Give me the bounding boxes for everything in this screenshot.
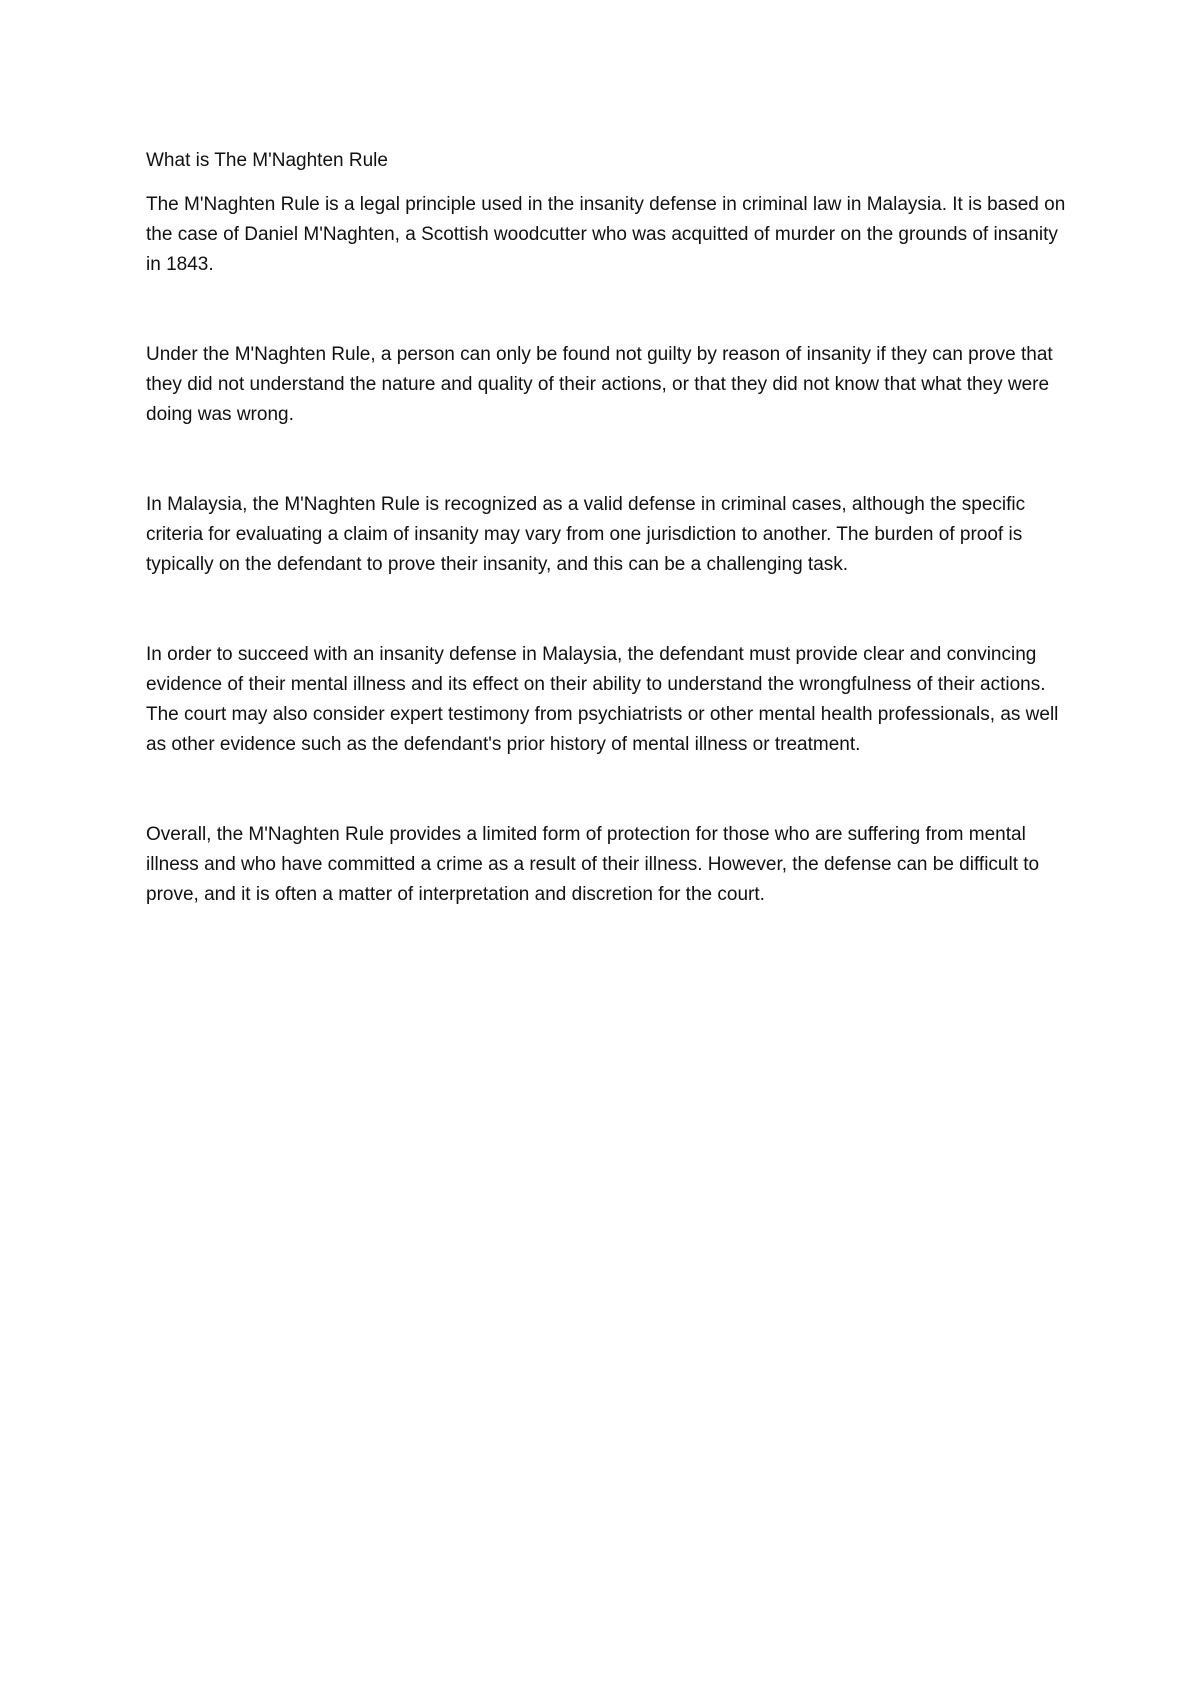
document-body: [146, 146, 1066, 910]
paragraph-malaysia: In Malaysia, the M'Naghten Rule is recognized as a valid defense in criminal cases, although the specific criteria for evaluating a claim of insanity may vary from one jurisdiction to another. The burden of proof is typically on the defendant to prove their insanity, and this can be a challenging task.: [146, 494, 1026, 575]
paragraph-test: Under the M'Naghten Rule, a person can only be found not guilty by reason of insanity if they can prove that they did not understand the nature and quality of their actions, or that they did not know that what they were doing was wrong.: [146, 344, 1053, 425]
paragraph-overall: Overall, the M'Naghten Rule provides a limited form of protection for those who are suffering from mental illness and who have committed a crime as a result of their illness. However, the defense can be difficult to prove, and it is often a matter of interpretation and discretion for the court.: [146, 824, 1040, 905]
paragraph-origin: The M'Naghten Rule is a legal principle used in the insanity defense in criminal law in Malaysia. It is based on the case of Daniel M'Naghten, a Scottish woodcutter who was acquitted of murder on the grounds of insanity in 1843.: [146, 194, 1066, 275]
paragraph-evidence: In order to succeed with an insanity defense in Malaysia, the defendant must provide clear and convincing evidence of their mental illness and its effect on their ability to understand the wrongfulness of their actions. The court may also consider expert testimony from psychiatrists or other mental health professionals, as well as other evidence such as the defendant's prior history of mental illness or treatment.: [146, 644, 1059, 755]
document-title: What is The M'Naghten Rule: [146, 150, 388, 171]
